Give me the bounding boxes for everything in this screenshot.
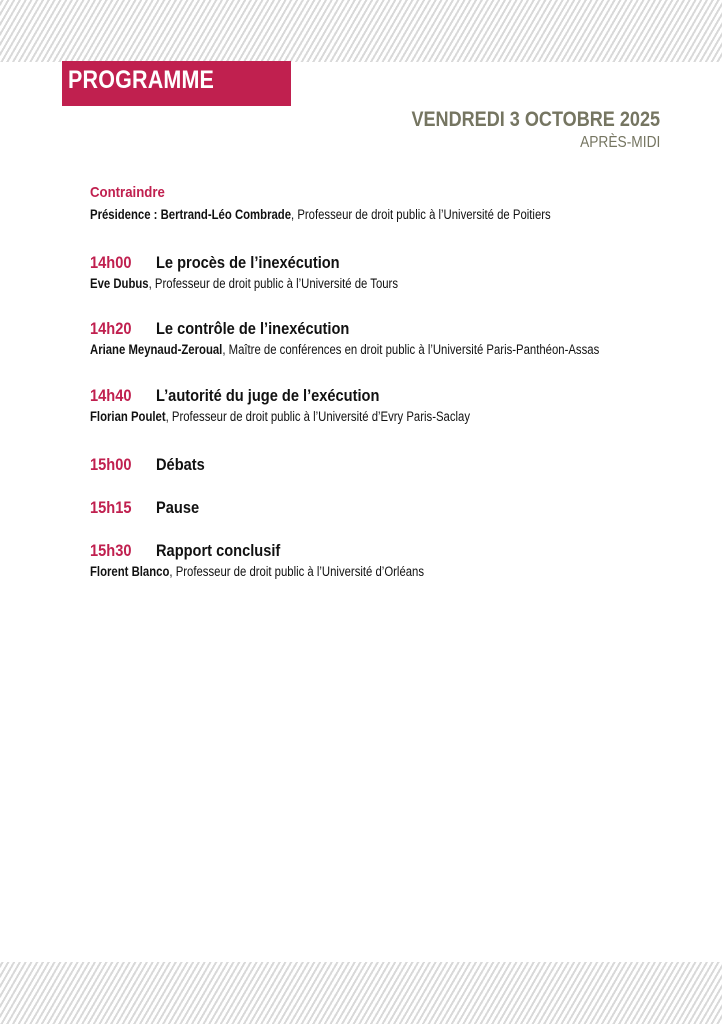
item-title: Le procès de l’inexécution: [156, 253, 340, 272]
item-time: 15h30: [90, 541, 132, 560]
bottom-stripe-band: [0, 962, 722, 1024]
item-title: L’autorité du juge de l’exécution: [156, 386, 380, 405]
presidence-name: Présidence : Bertrand-Léo Combrade: [90, 207, 292, 222]
item-speaker-line: [90, 276, 398, 291]
programme-title: PROGRAMME: [68, 66, 215, 94]
top-stripe-band: [0, 0, 722, 62]
event-daypart: APRÈS-MIDI: [579, 134, 660, 151]
item-speaker-role: , Professeur de droit public à l’Université d’Evry Paris-Saclay: [165, 409, 471, 424]
item-speaker-role: , Maître de conférences en droit public à l’Université Paris-Panthéon-Assas: [222, 342, 600, 357]
item-title: Débats: [156, 455, 205, 474]
item-title: Pause: [156, 498, 200, 517]
item-time: 15h15: [90, 498, 132, 517]
presidence-role: , Professeur de droit public à l’Université de Poitiers: [291, 207, 551, 222]
item-time: 15h00: [90, 455, 132, 474]
item-time: 14h40: [90, 386, 132, 405]
session-title: Contraindre: [90, 184, 165, 201]
item-speaker-line: [90, 342, 599, 357]
item-speaker: Eve Dubus: [90, 276, 149, 291]
item-speaker: Florent Blanco: [90, 564, 170, 579]
item-time: 14h20: [90, 319, 132, 338]
presidence-line: [90, 207, 551, 222]
item-speaker-line: [90, 409, 470, 424]
item-title: Le contrôle de l’inexécution: [156, 319, 350, 338]
programme-banner: [62, 61, 291, 106]
item-speaker-role: , Professeur de droit public à l’Université de Tours: [148, 276, 399, 291]
item-title: Rapport conclusif: [156, 541, 281, 560]
item-time: 14h00: [90, 253, 132, 272]
item-speaker: Florian Poulet: [90, 409, 166, 424]
event-date: VENDREDI 3 OCTOBRE 2025: [411, 108, 660, 131]
item-speaker-role: , Professeur de droit public à l’Université d’Orléans: [169, 564, 425, 579]
item-speaker: Ariane Meynaud-Zeroual: [90, 342, 223, 357]
item-speaker-line: [90, 564, 424, 579]
